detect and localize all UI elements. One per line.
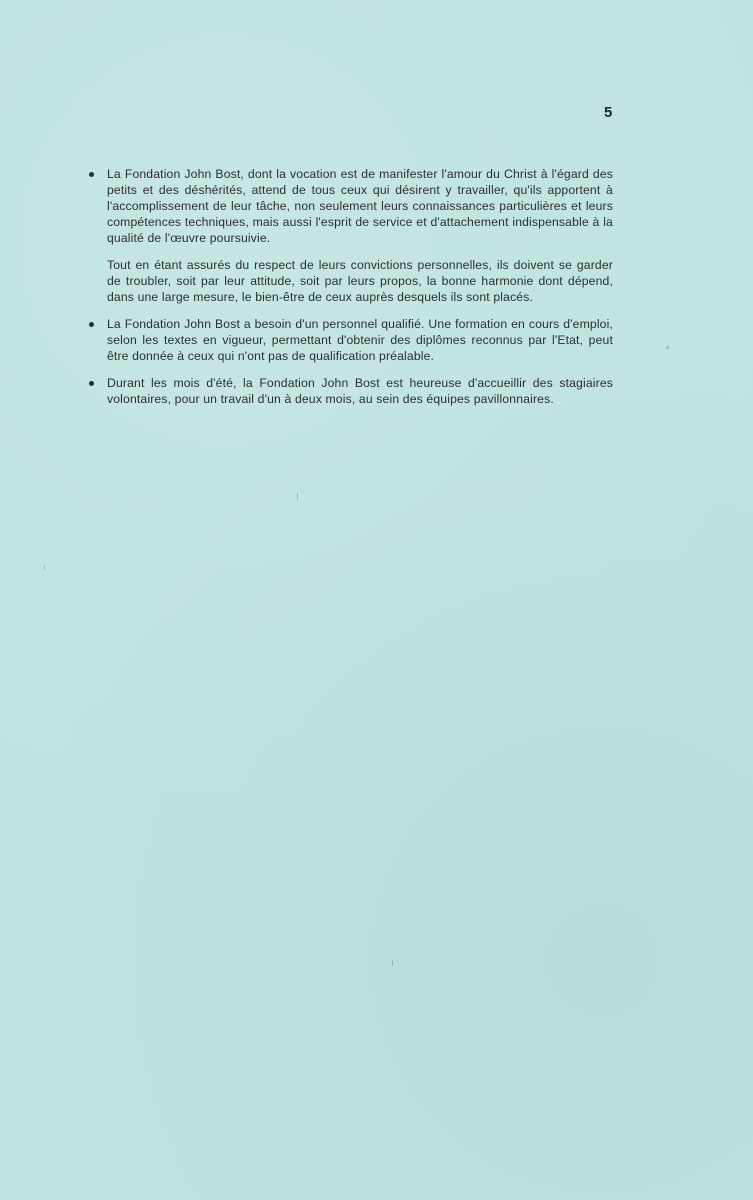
paper-speck [392,960,393,966]
paper-speck [297,493,298,500]
paragraph-training: La Fondation John Bost a besoin d'un personnel qualifié. Une formation en cours d'emploi, selon les textes en vigueur, permettant d'obtenir des diplômes reconnus par l'Etat, peut être donnée à ceux qui n'ont pas de qualification préalable. [107,317,613,363]
paragraph-convictions: Tout en étant assurés du respect de leurs convictions personnelles, ils doivent se garder de troubler, soit par leur attitude, soit par leurs propos, la bonne harmonie dont dépend, dans une large mesure, le bien-être de ceux auprès desquels ils sont placés. [107,258,613,304]
body-text [107,166,613,418]
paper-speck [44,565,45,570]
paragraph-internships: Durant les mois d'été, la Fondation John Bost est heureuse d'accueillir des stagiaires volontaires, pour un travail d'un à deux mois, au sein des équipes pavillonnaires. [107,376,613,406]
page-number: 5 [604,104,613,121]
paper-speck [666,346,669,349]
paragraph-mission: La Fondation John Bost, dont la vocation est de manifester l'amour du Christ à l'égard des petits et des déshérités, attend de tous ceux qui désirent y travailler, qu'ils apportent à l'accomplissement de leur tâche, non seulement leurs connaissances particulières et leurs compétences techniques, mais aussi l'esprit de service et d'attachement indispensable à la qualité de l'œuvre poursuivie. [107,167,613,245]
